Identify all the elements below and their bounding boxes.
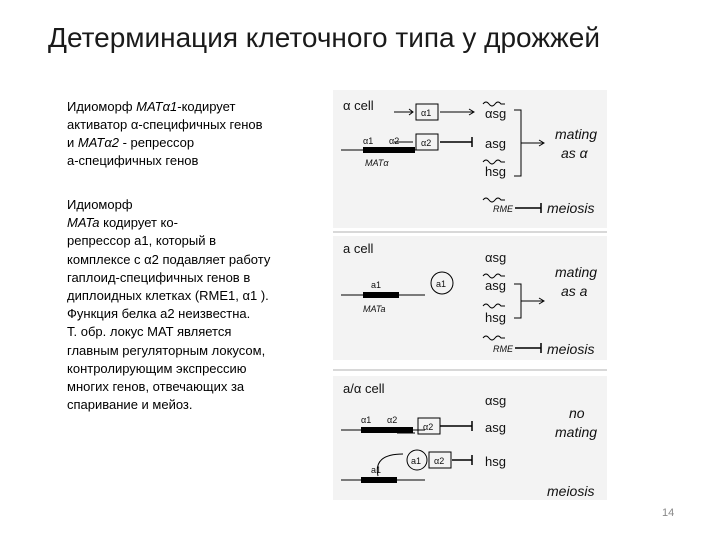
text-fragment: и xyxy=(67,135,78,150)
mat-alpha-locus xyxy=(361,427,413,433)
alpha2-protein-label: α2 xyxy=(434,456,445,466)
alpha2-protein-label: α2 xyxy=(423,422,434,432)
outcome-meiosis: meiosis xyxy=(547,341,595,357)
target-a-sg: asg xyxy=(485,136,506,151)
text-line: главным регуляторным локусом, xyxy=(67,342,266,358)
gene-alpha1-label: α1 xyxy=(361,415,372,425)
gene-a1-label: a1 xyxy=(371,280,382,290)
outcome-meiosis: meiosis xyxy=(547,483,595,499)
locus-label: MATa xyxy=(363,304,386,314)
text-fragment: -кодирует xyxy=(177,99,236,114)
gene-alpha2-label: α2 xyxy=(387,415,398,425)
text-line: репрессор а1, который в xyxy=(67,233,217,249)
alpha-cell-title: α cell xyxy=(343,98,374,113)
gene-name: MATα2 xyxy=(77,135,119,150)
target-hsg: hsg xyxy=(485,310,506,325)
target-alpha-sg: αsg xyxy=(485,250,507,265)
diploid-cell-title: a/α cell xyxy=(343,381,385,396)
text-fragment: Идиоморф xyxy=(67,99,137,114)
outcome-meiosis: meiosis xyxy=(547,200,595,216)
a1-protein-label: a1 xyxy=(436,279,447,289)
outcome-mating: mating xyxy=(555,424,598,440)
text-line: Функция белка а2 неизвестна. xyxy=(67,306,251,322)
text-line: комплексе с α2 подавляет работу xyxy=(67,251,271,267)
a-cell-title: a cell xyxy=(343,241,374,256)
target-alpha-sg: αsg xyxy=(485,393,507,408)
alpha2-protein-label: α2 xyxy=(421,138,432,148)
target-alpha-sg: αsg xyxy=(485,106,507,121)
gene-alpha1-label: α1 xyxy=(363,136,374,146)
target-rme: RME xyxy=(493,204,513,214)
target-hsg: hsg xyxy=(485,454,506,469)
gene-alpha2-label: α2 xyxy=(389,136,400,146)
alpha1-protein-label: α1 xyxy=(421,108,432,118)
locus-label: MATα xyxy=(365,158,389,168)
text-fragment: - репрессор xyxy=(119,135,195,150)
mat-a-locus xyxy=(363,292,399,298)
page-number: 14 xyxy=(662,507,675,519)
text-line: Т. обр. локус MAT является xyxy=(67,324,232,340)
text-line: гаплоид-специфичных генов в xyxy=(67,269,251,285)
outcome-as: as α xyxy=(561,145,588,161)
target-hsg: hsg xyxy=(485,164,506,179)
mat-alpha-locus xyxy=(363,147,415,153)
text-line: многих генов, отвечающих за xyxy=(67,379,245,395)
outcome-no: no xyxy=(569,405,585,421)
description-paragraph-2 xyxy=(67,196,319,414)
text-line: активатор α-специфичных генов xyxy=(67,117,263,132)
target-a-sg: asg xyxy=(485,420,506,435)
gene-a1-label: a1 xyxy=(371,465,382,475)
gene-name: MATα1 xyxy=(136,99,178,114)
target-rme: RME xyxy=(493,344,513,354)
text-fragment: кодирует ко- xyxy=(99,215,178,231)
text-line xyxy=(67,196,319,232)
mating-type-diagram xyxy=(333,90,607,500)
a1-protein-label: a1 xyxy=(411,456,422,466)
text-line: а-специфичных генов xyxy=(67,153,199,168)
outcome-mating: mating xyxy=(555,126,598,142)
outcome-as: as a xyxy=(561,283,588,299)
mat-a-locus xyxy=(361,477,397,483)
text-fragment: Идиоморф xyxy=(67,197,133,212)
text-line: контролирующим экспрессию xyxy=(67,360,247,376)
outcome-mating: mating xyxy=(555,264,598,280)
gene-name: MATa xyxy=(67,215,100,231)
text-line: диплоидных клетках (RME1, α1 ). xyxy=(67,288,269,304)
slide-title: Детерминация клеточного типа у дрожжей xyxy=(48,22,600,53)
text-line: спаривание и мейоз. xyxy=(67,397,193,413)
target-a-sg: asg xyxy=(485,278,506,293)
description-paragraph-1 xyxy=(67,98,317,170)
